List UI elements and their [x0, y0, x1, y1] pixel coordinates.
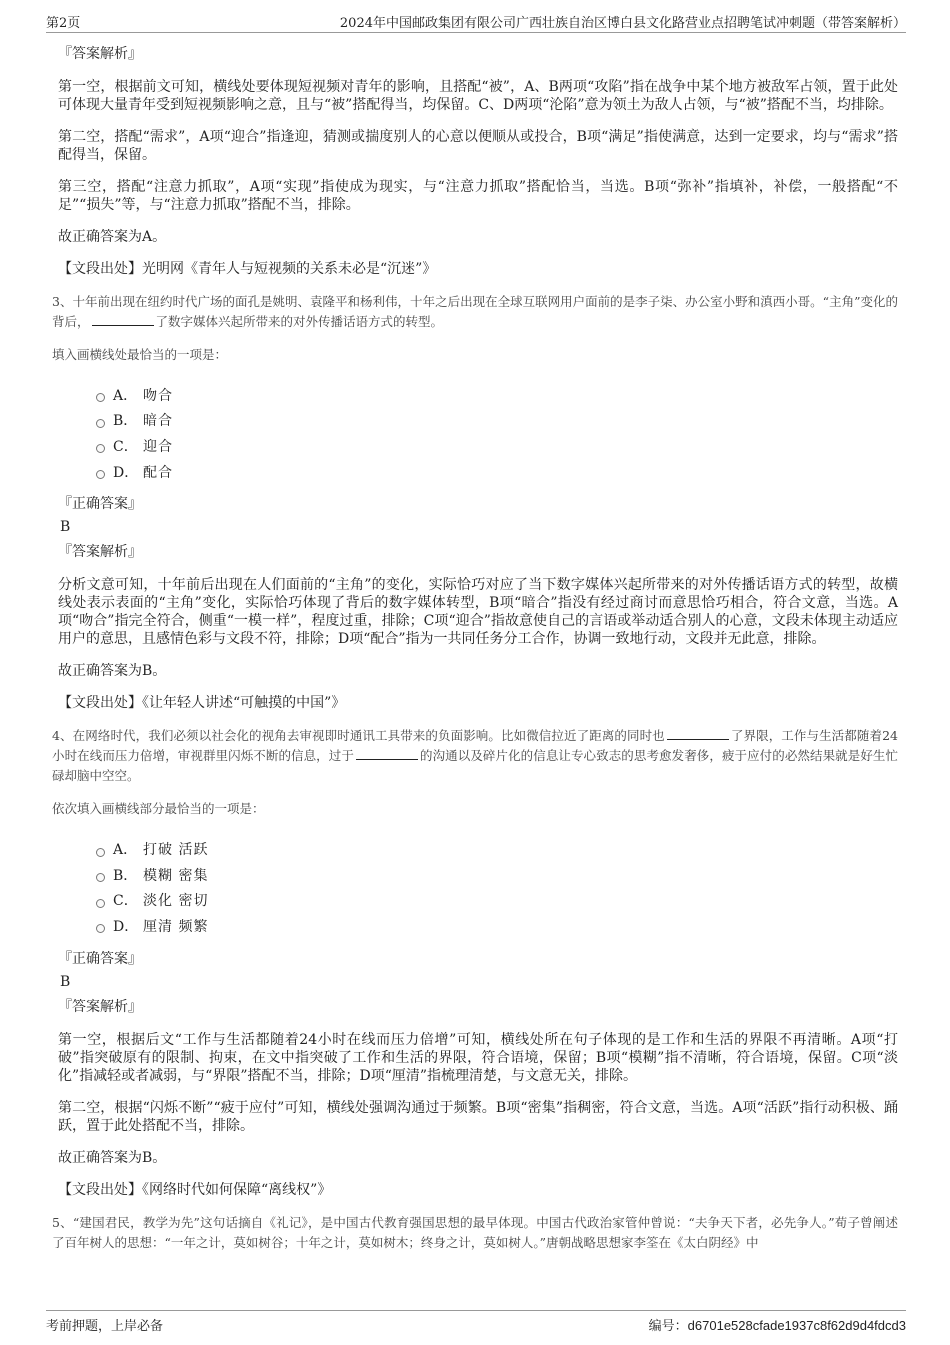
question-text: 4、在网络时代，我们必须以社会化的视角去审视即时通讯工具带来的负面影响。比如微信拉近了距离的同时也 了界限，工作与生活都随着24小时在线而压力倍增，审视群里闪烁不断的信息，过于 的沟通以及碎片化的信息让专心致志的思考愈发奢侈，疲于应付的必然结果就是好生忙碌却脑中空空。 [52, 728, 898, 784]
question-5 [52, 1213, 898, 1253]
option-d[interactable]: D． 配合 [96, 459, 898, 485]
question-prompt: 依次填入画横线部分最恰当的一项是： [52, 801, 265, 817]
analysis-paragraph: 第二空，搭配“需求”，A项“迎合”指逢迎，猜测或揣度别人的心意以便顺从或投合，B项“满足”指使满意，达到一定要求，均与“需求”搭配得当，保留。 [58, 129, 898, 163]
correct-answer-label: 『正确答案』 [58, 950, 142, 967]
options-list [96, 382, 898, 484]
answer-blank [667, 727, 729, 740]
document-title: 2024年中国邮政集团有限公司广西壮族自治区博白县文化路营业点招聘笔试冲刺题（带答案解析） [339, 16, 906, 31]
options-list [96, 836, 898, 938]
page-header [46, 12, 906, 33]
option-a[interactable]: A． 打破 活跃 [96, 836, 898, 862]
analysis-label: 『答案解析』 [58, 998, 142, 1015]
radio-button[interactable] [96, 470, 105, 479]
analysis-paragraph: 第二空，根据“闪烁不断”“疲于应付”可知，横线处强调沟通过于频繁。B项“密集”指稠密，符合文意，当选。A项“活跃”指行动积极、踊跃，置于此处搭配不当，排除。 [58, 1099, 898, 1134]
radio-button[interactable] [96, 393, 105, 402]
correct-answer: B [60, 519, 71, 536]
correct-answer: B [60, 973, 71, 990]
question-text: 3、十年前出现在纽约时代广场的面孔是姚明、袁隆平和杨利伟，十年之后出现在全球互联网用户面前的是李子柒、办公室小野和滇西小哥。“主角”变化的背后， 了数字媒体兴起所带来的对外传播话语方式的转型。 [52, 294, 898, 329]
option-d[interactable]: D． 厘清 频繁 [96, 913, 898, 939]
question-3 [52, 292, 898, 712]
option-c[interactable]: C． 淡化 密切 [96, 888, 898, 914]
page-number: 第2页 [46, 16, 81, 31]
question-text: 5、“建国君民，教学为先”这句话摘自《礼记》，是中国古代教育强国思想的最早体现。中国古代政治家管仲曾说：“夫争天下者，必先争人。”荀子曾阐述了百年树人的思想：“一年之计，莫如树谷；十年之计，莫如树木；终身之计，莫如树人。”唐朝战略思想家李筌在《太白阴经》中 [52, 1214, 898, 1250]
correct-answer-label: 『正确答案』 [58, 496, 142, 513]
page-content [52, 44, 898, 1267]
radio-button[interactable] [96, 924, 105, 933]
analysis-paragraph: 分析文意可知，十年前后出现在人们面前的“主角”的变化，实际恰巧对应了当下数字媒体兴起所带来的对外传播话语方式的转型，故横线处表示表面的“主角”变化，实际恰巧体现了背后的数字媒体转型，B项“暗合”指没有经过商讨而意思恰巧相合，符合文意，当选。A项“吻合”指完全符合，侧重“一模一样”，程度过重，排除；C项“迎合”指故意使自己的言语或举动适合别人的心意，文段未体现主动适应用户的意思，且感情色彩与文段不符，排除；D项“配合”指为一共同任务分工合作，协调一致地行动，文段并无此意，排除。 [58, 577, 898, 648]
option-b[interactable]: B． 暗合 [96, 408, 898, 434]
answer-blank [356, 747, 418, 760]
radio-button[interactable] [96, 899, 105, 908]
radio-button[interactable] [96, 444, 105, 453]
option-a[interactable]: A． 吻合 [96, 382, 898, 408]
radio-button[interactable] [96, 419, 105, 428]
option-b[interactable]: B． 模糊 密集 [96, 862, 898, 888]
analysis-label: 『答案解析』 [58, 46, 142, 62]
analysis-conclusion: 故正确答案为B。 [58, 1149, 167, 1166]
q2-analysis [58, 44, 898, 278]
answer-blank [92, 313, 154, 326]
analysis-paragraph: 第一空，根据后文“工作与生活都随着24小时在线而压力倍增”可知，横线处所在句子体现的是工作和生活的界限不再清晰。A项“打破”指突破原有的限制、拘束，在文中指突破了工作和生活的界限，符合语境，保留；B项“模糊”指不清晰，符合语境，保留。C项“淡化”指减轻或者减弱，与“界限”搭配不当，排除；D项“厘清”指梳理清楚，与文意无关，排除。 [58, 1031, 898, 1084]
question-prompt: 填入画横线处最恰当的一项是： [52, 347, 228, 362]
analysis-conclusion: 故正确答案为B。 [58, 663, 167, 680]
text-source: 【文段出处】光明网《青年人与短视频的关系未必是“沉迷”》 [58, 261, 437, 277]
analysis-paragraph: 第三空，搭配“注意力抓取”，A项“实现”指使成为现实，与“注意力抓取”搭配恰当，当选。B项“弥补”指填补，补偿，一般搭配“不足”“损失”等，与“注意力抓取”搭配不当，排除。 [58, 179, 898, 213]
radio-button[interactable] [96, 873, 105, 882]
document-id: 编号：d6701e528cfade1937c8f62d9d4fdcd3 [648, 1318, 906, 1333]
analysis-conclusion: 故正确答案为A。 [58, 229, 167, 245]
text-source: 【文段出处】《网络时代如何保障“离线权”》 [58, 1181, 332, 1198]
question-4 [52, 726, 898, 1198]
footer-slogan: 考前押题，上岸必备 [46, 1319, 164, 1334]
option-c[interactable]: C． 迎合 [96, 433, 898, 459]
text-source: 【文段出处】《让年轻人讲述“可触摸的中国”》 [58, 695, 346, 712]
analysis-paragraph: 第一空，根据前文可知，横线处要体现短视频对青年的影响，且搭配“被”，A、B两项“攻陷”指在战争中某个地方被敌军占领，置于此处可体现大量青年受到短视频影响之意，且与“被”搭配得当，均保留。C、D两项“沦陷”意为领土为敌人占领，与“被”搭配不当，均排除。 [58, 79, 898, 113]
page-footer [46, 1310, 906, 1333]
analysis-label: 『答案解析』 [58, 544, 142, 561]
radio-button[interactable] [96, 848, 105, 857]
